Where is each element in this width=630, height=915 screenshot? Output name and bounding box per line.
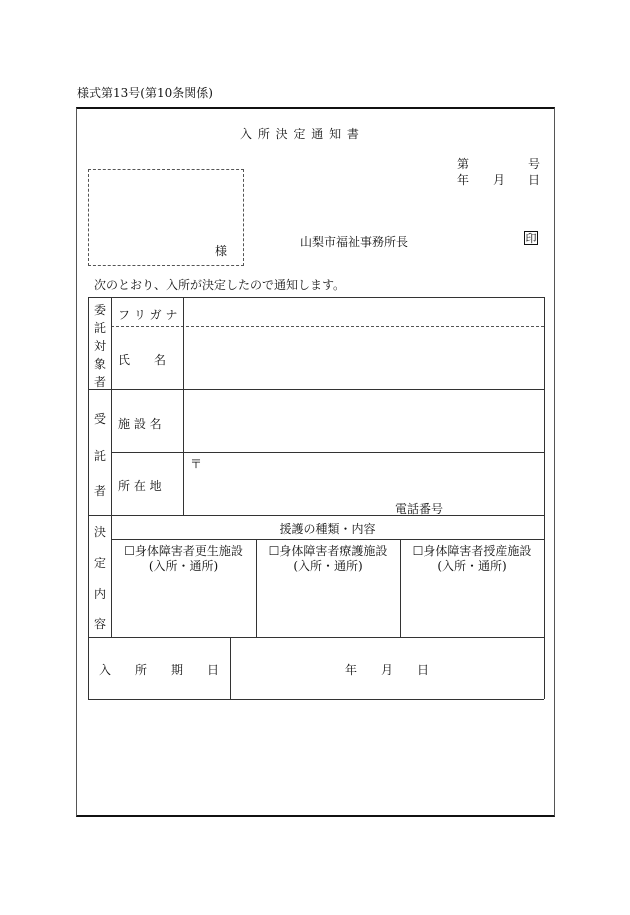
seal-stamp: 印	[525, 232, 537, 245]
name-label: 氏 名	[118, 353, 167, 367]
decision-char: 決	[94, 525, 107, 539]
form-number: 様式第13号(第10条関係)	[77, 86, 213, 100]
furigana-divider	[111, 326, 544, 327]
section-divider	[88, 515, 544, 516]
issuer: 山梨市福祉事務所長	[300, 235, 409, 249]
postal-mark: 〒	[190, 457, 203, 471]
decision-char: 内	[94, 587, 107, 601]
table-border-right	[544, 297, 545, 699]
phone-label: 電話番号	[395, 502, 444, 516]
recipient-suffix: 様	[215, 244, 228, 258]
option-sub-label: (入所・通所)	[437, 559, 507, 573]
table-border-bottom	[88, 699, 544, 700]
table-border-left	[88, 297, 89, 699]
option-checkbox[interactable]: ☐身体障害者授産施設	[412, 544, 532, 558]
facility-name-label: 施 設 名	[118, 417, 162, 431]
option-sub-label: (入所・通所)	[293, 559, 363, 573]
doc-number-suffix: 号	[528, 157, 541, 171]
contractor-char: 託	[94, 449, 107, 463]
contractor-char: 受	[94, 412, 107, 426]
section-divider	[88, 637, 544, 638]
intro-text: 次のとおり、入所が決定したので通知します。	[94, 278, 346, 292]
date-day: 日	[528, 173, 541, 187]
doc-number-prefix: 第	[457, 157, 470, 171]
row-divider	[111, 539, 544, 540]
column-divider	[111, 297, 112, 637]
option-sub-label: (入所・通所)	[148, 559, 219, 573]
contractor-char: 者	[94, 484, 107, 498]
date-year: 年	[457, 173, 470, 187]
row-divider	[111, 452, 544, 453]
option-checkbox[interactable]: ☐身体障害者更生施設	[124, 544, 243, 558]
admission-date-value: 年 月 日	[344, 663, 429, 677]
support-type-header: 援護の種類・内容	[279, 522, 376, 536]
column-divider	[183, 297, 184, 515]
admission-date-label: 入 所 期 日	[98, 663, 219, 677]
decision-char: 容	[94, 617, 107, 631]
table-border-top	[88, 297, 544, 298]
document-title: 入 所 決 定 通 知 書	[240, 127, 360, 141]
option-checkbox[interactable]: ☐身体障害者療護施設	[268, 544, 388, 558]
decision-char: 定	[94, 556, 107, 570]
subject-vertical-label: 委 託 対 象 者	[93, 303, 106, 389]
furigana-label: フ リ ガ ナ	[118, 308, 178, 322]
section-divider	[88, 389, 544, 390]
location-label: 所 在 地	[118, 479, 162, 493]
date-month: 月	[493, 173, 506, 187]
